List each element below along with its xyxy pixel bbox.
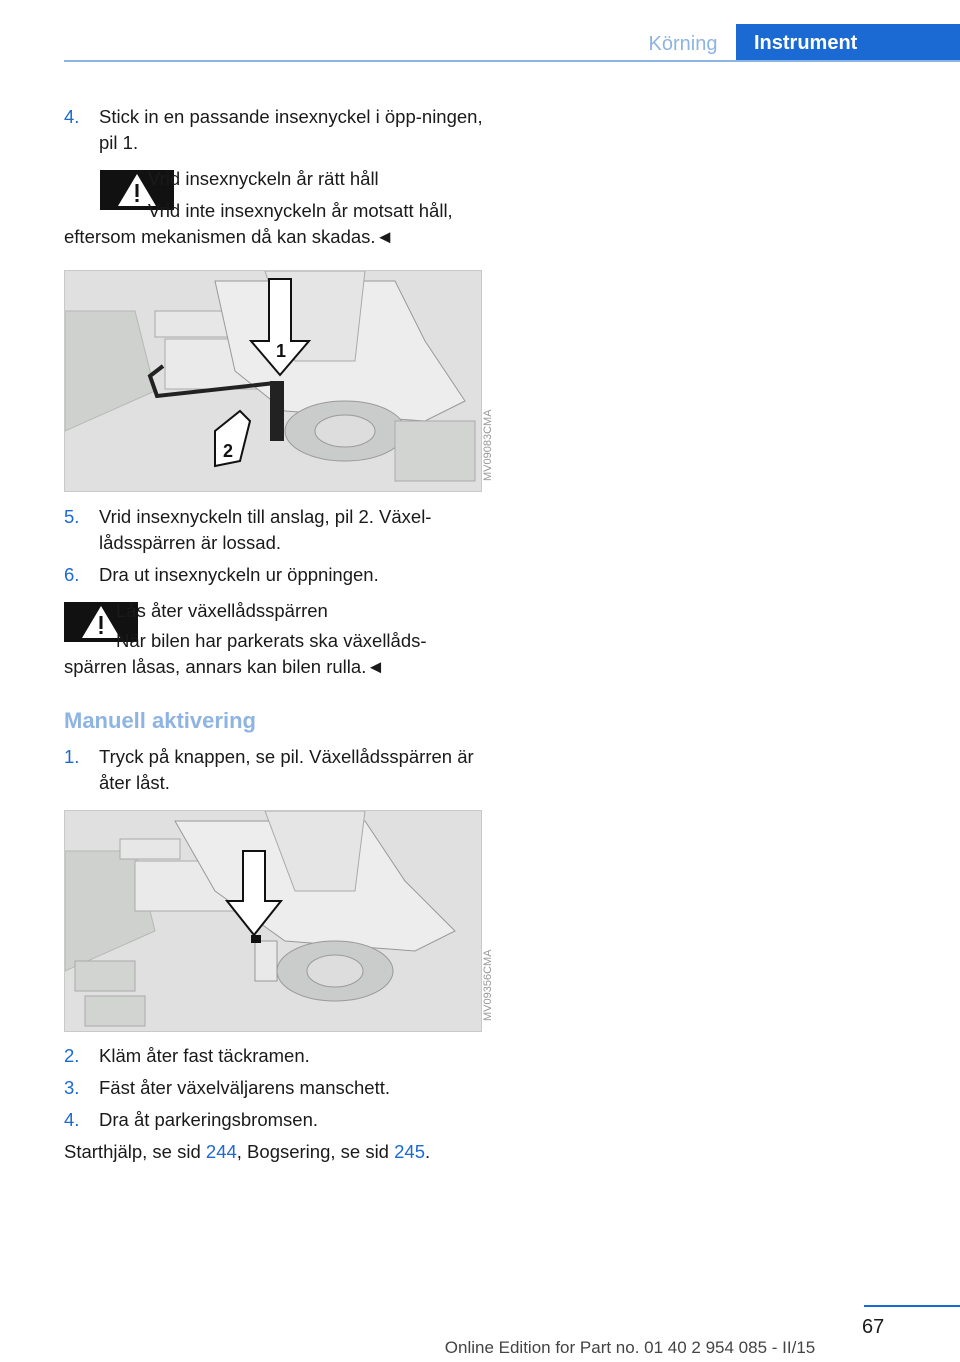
section-heading: Manuell aktivering bbox=[64, 708, 256, 733]
step-number: 6. bbox=[64, 564, 80, 585]
warning-line-1: När bilen har parkerats ska växellåds- bbox=[116, 630, 427, 651]
step-number: 2. bbox=[64, 1045, 80, 1066]
edition-footer: Online Edition for Part no. 01 40 2 954 085 - II/15 bbox=[444, 1338, 816, 1357]
arrow-1-label: 1 bbox=[276, 341, 287, 361]
step-number: 4. bbox=[64, 1109, 80, 1130]
step-number: 4. bbox=[64, 106, 80, 127]
step-text: Dra ut insexnyckeln ur öppningen. bbox=[99, 564, 379, 585]
warning-title: Lås åter växellådsspärren bbox=[116, 600, 328, 621]
step-4-insert-key bbox=[64, 104, 484, 156]
page-number-rule bbox=[864, 1305, 960, 1307]
step-number: 3. bbox=[64, 1077, 80, 1098]
warning-block-1 bbox=[64, 166, 484, 250]
warning-block-2 bbox=[64, 598, 484, 682]
crossref-mid: , Bogsering, se sid bbox=[236, 1141, 395, 1162]
step-5-turn-key bbox=[64, 504, 484, 556]
arrow-2-label: 2 bbox=[223, 441, 234, 461]
step-text: Kläm åter fast täckramen. bbox=[99, 1045, 310, 1066]
step-number: 5. bbox=[64, 506, 80, 527]
crossref-prefix: Starthjälp, se sid bbox=[64, 1141, 206, 1162]
step-text: Stick in en passande insexnyckel i öpp-ningen, pil 1. bbox=[99, 106, 483, 153]
warning-line-2: spärren låsas, annars kan bilen rulla.◄ bbox=[64, 656, 385, 677]
step-text: Fäst åter växelväljarens manschett. bbox=[99, 1077, 390, 1098]
figure-code: MV09356CMA bbox=[482, 949, 494, 1021]
link-page-244[interactable]: 244 bbox=[205, 1141, 237, 1162]
step-4-parking-brake bbox=[64, 1107, 484, 1133]
page-number: 67 bbox=[862, 1316, 885, 1338]
link-page-245[interactable]: 245 bbox=[394, 1141, 425, 1162]
step-text: Dra åt parkeringsbromsen. bbox=[99, 1109, 319, 1130]
step-2-clip-frame bbox=[64, 1043, 484, 1069]
figure-code: MV09083CMA bbox=[482, 409, 494, 481]
step-3-attach-boot bbox=[64, 1075, 484, 1101]
step-text: Vrid insexnyckeln till anslag, pil 2. Växel-lådsspärren är lossad. bbox=[99, 506, 432, 553]
step-number: 1. bbox=[64, 746, 80, 767]
header-rule bbox=[64, 60, 960, 62]
step-text: Tryck på knappen, se pil. Växellådsspärren är åter låst. bbox=[99, 746, 474, 793]
header-chapter-tab[interactable]: Instrument bbox=[736, 24, 960, 62]
crossref-suffix: . bbox=[425, 1141, 431, 1162]
step-1-press-button bbox=[64, 744, 484, 796]
warning-line-2: eftersom mekanismen då kan skadas.◄ bbox=[64, 226, 394, 247]
cross-reference bbox=[64, 1139, 504, 1165]
figure-shift-lock-release bbox=[64, 270, 482, 492]
header-section-tab[interactable]: Körning bbox=[648, 33, 718, 55]
figure-press-button bbox=[64, 810, 482, 1032]
warning-line-1: Vrid inte insexnyckeln år motsatt håll, bbox=[148, 200, 453, 221]
warning-title: Vrid insexnyckeln år rätt håll bbox=[148, 168, 379, 189]
step-6-remove-key bbox=[64, 562, 484, 588]
